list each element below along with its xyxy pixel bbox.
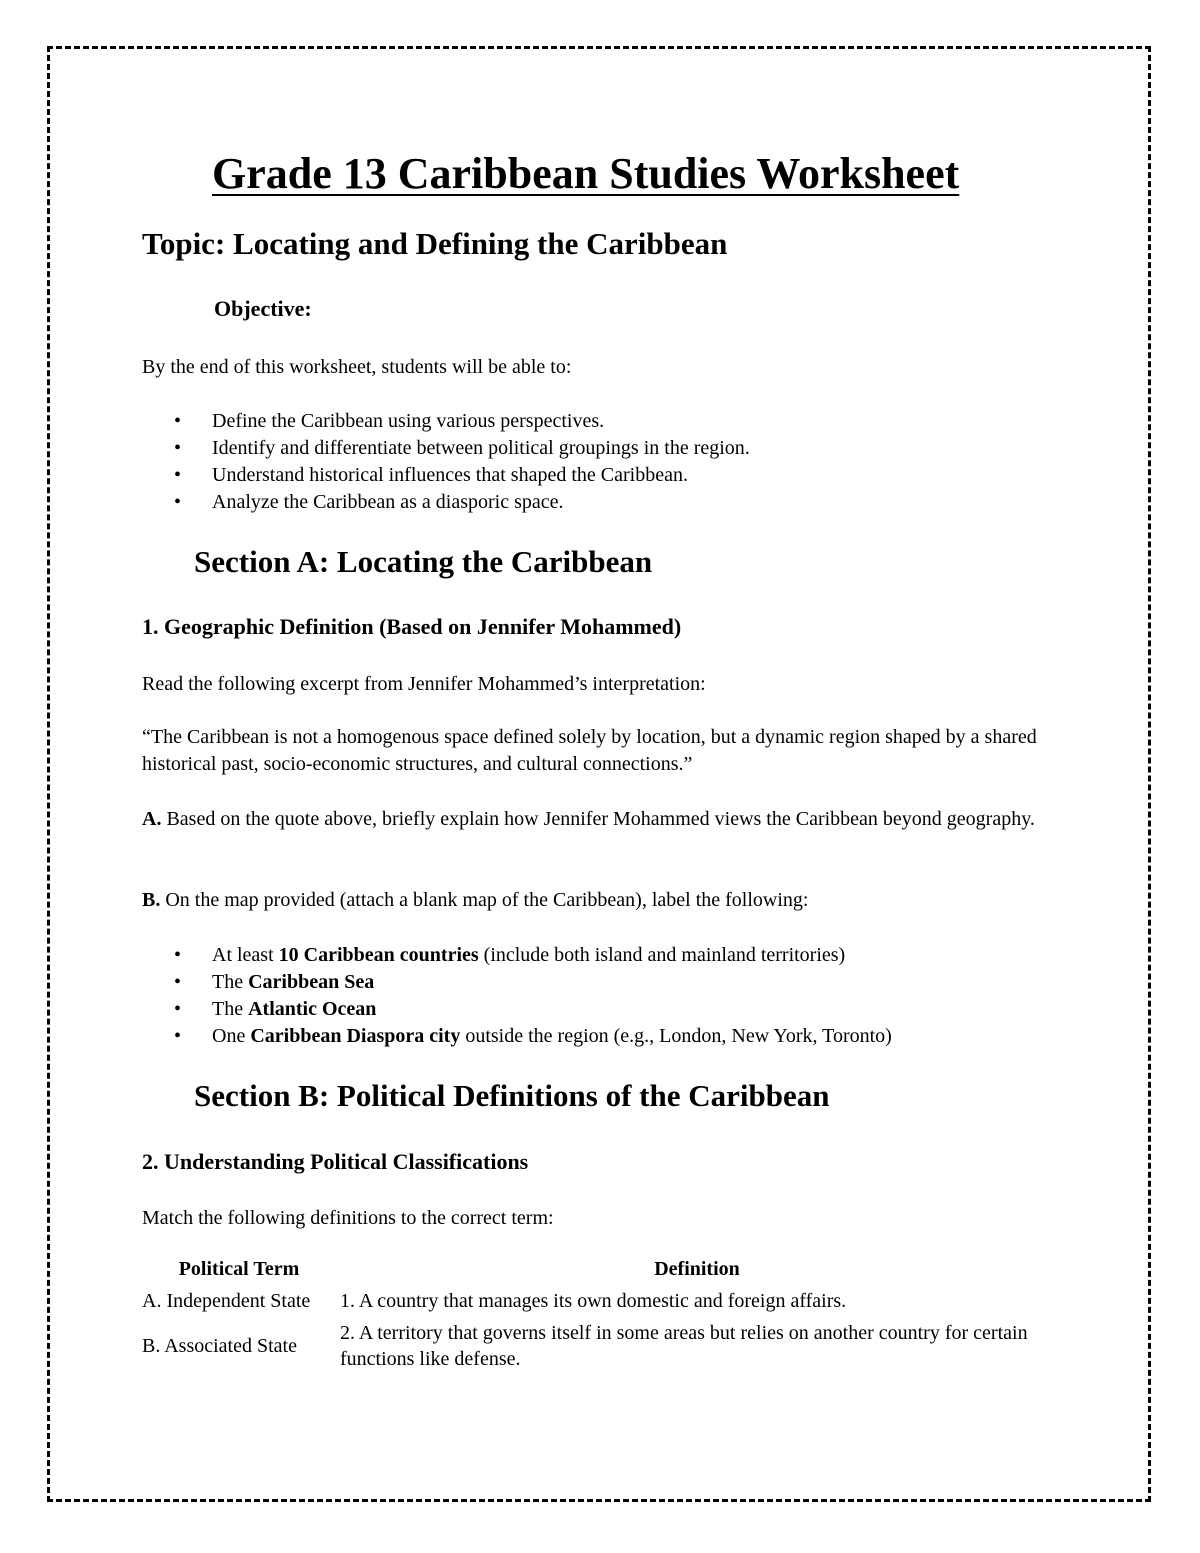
bullet-icon: • bbox=[174, 491, 182, 513]
list-item: • The Caribbean Sea bbox=[142, 969, 892, 996]
term-cell: A. Independent State bbox=[142, 1290, 311, 1312]
map-label-list bbox=[142, 942, 892, 1050]
bullet-icon: • bbox=[174, 437, 182, 459]
list-item: • Understand historical influences that shaped the Caribbean. bbox=[142, 462, 750, 489]
bullet-icon: • bbox=[174, 998, 182, 1020]
list-item: • Define the Caribbean using various perspectives. bbox=[142, 408, 750, 435]
objectives-intro: By the end of this worksheet, students will be able to: bbox=[142, 356, 572, 378]
column-header-definition: Definition bbox=[654, 1258, 740, 1280]
section-b-heading: Section B: Political Definitions of the Caribbean bbox=[194, 1078, 830, 1113]
question-1-heading: 1. Geographic Definition (Based on Jennifer Mohammed) bbox=[142, 614, 682, 639]
read-prompt: Read the following excerpt from Jennifer Mohammed’s interpretation: bbox=[142, 673, 706, 695]
part-b-label: B. bbox=[142, 889, 161, 911]
definition-cell: 2. A territory that governs itself in some areas but relies on another country for certain functions like defense. bbox=[340, 1322, 1028, 1370]
list-item: • The Atlantic Ocean bbox=[142, 996, 892, 1023]
mohammed-quote: “The Caribbean is not a homogenous space defined solely by location, but a dynamic region shaped by a shared historical past, socio-economic structures, and cultural connections.” bbox=[142, 726, 1037, 775]
definition-cell: 1. A country that manages its own domestic and foreign affairs. bbox=[340, 1290, 847, 1312]
bullet-icon: • bbox=[174, 971, 182, 993]
question-2-heading: 2. Understanding Political Classifications bbox=[142, 1149, 529, 1174]
match-prompt: Match the following definitions to the correct term: bbox=[142, 1207, 554, 1229]
list-item: • Identify and differentiate between political groupings in the region. bbox=[142, 435, 750, 462]
objectives-list bbox=[142, 408, 750, 516]
bullet-icon: • bbox=[174, 1025, 182, 1047]
bullet-icon: • bbox=[174, 410, 182, 432]
part-a-label: A. bbox=[142, 808, 162, 830]
list-item: • One Caribbean Diaspora city outside the region (e.g., London, New York, Toronto) bbox=[142, 1023, 892, 1050]
objective-label: Objective: bbox=[214, 296, 312, 321]
bullet-icon: • bbox=[174, 464, 182, 486]
topic-heading: Topic: Locating and Defining the Caribbean bbox=[142, 226, 728, 261]
list-item: • At least 10 Caribbean countries (include both island and mainland territories) bbox=[142, 942, 892, 969]
section-a-heading: Section A: Locating the Caribbean bbox=[194, 544, 653, 579]
worksheet-title: Grade 13 Caribbean Studies Worksheet bbox=[212, 149, 960, 198]
table-row bbox=[140, 1320, 1056, 1378]
term-cell: B. Associated State bbox=[142, 1335, 297, 1357]
column-header-term: Political Term bbox=[178, 1258, 300, 1280]
part-a-prompt: A. Based on the quote above, briefly explain how Jennifer Mohammed views the Caribbean beyond geography. bbox=[142, 808, 1035, 830]
table-row bbox=[140, 1288, 1056, 1320]
part-b-prompt: B. On the map provided (attach a blank map of the Caribbean), label the following: bbox=[142, 889, 809, 911]
table-header-row bbox=[140, 1258, 1056, 1288]
political-terms-table bbox=[140, 1258, 1056, 1378]
bullet-icon: • bbox=[174, 944, 182, 966]
list-item: • Analyze the Caribbean as a diasporic space. bbox=[142, 489, 750, 516]
